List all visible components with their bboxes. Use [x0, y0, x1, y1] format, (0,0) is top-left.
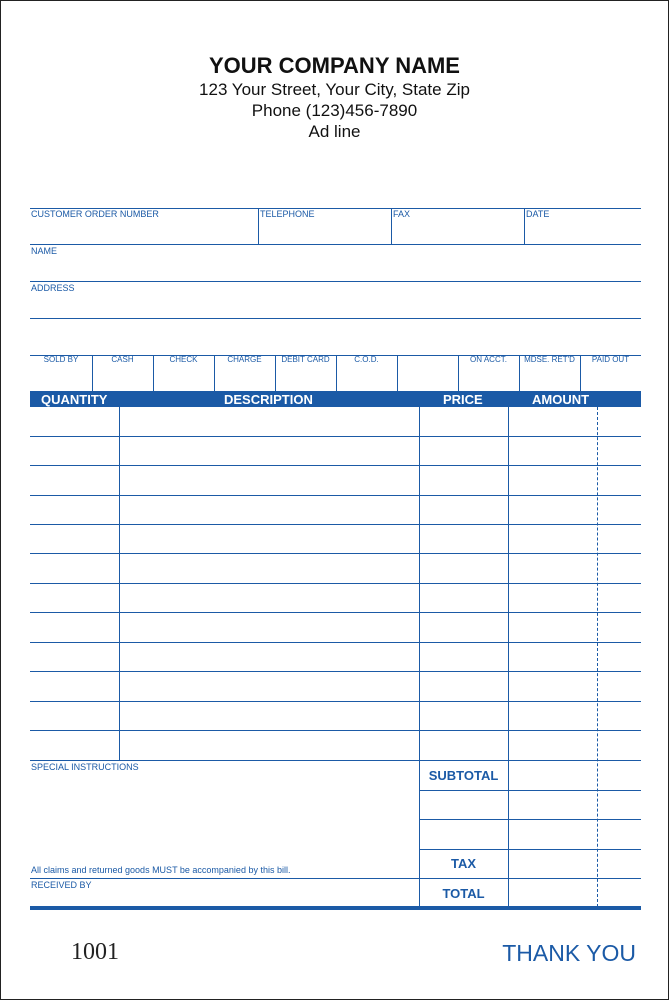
table-row[interactable]	[30, 642, 641, 643]
company-phone: Phone (123)456-7890	[251, 101, 418, 120]
quantity-header: QUANTITY	[41, 392, 108, 407]
thank-you-text: THANK YOU	[502, 940, 636, 966]
payment-cash[interactable]: CASH	[111, 355, 134, 364]
table-row[interactable]	[30, 701, 641, 702]
special-instructions-label[interactable]: SPECIAL INSTRUCTIONS	[31, 762, 139, 772]
price-header: PRICE	[443, 392, 483, 407]
payment-sold-by[interactable]: SOLD BY	[43, 355, 79, 364]
table-row[interactable]	[30, 465, 641, 466]
payment-cod[interactable]: C.O.D.	[354, 355, 379, 364]
table-row[interactable]	[30, 671, 641, 672]
table-row[interactable]	[30, 730, 641, 731]
date-field[interactable]: DATE	[526, 209, 550, 219]
payment-on-account[interactable]: ON ACCT.	[470, 355, 507, 364]
table-row[interactable]	[30, 553, 641, 554]
customer-order-number-field[interactable]: CUSTOMER ORDER NUMBER	[31, 209, 159, 219]
bottom-rule	[30, 906, 641, 910]
table-row[interactable]	[30, 495, 641, 496]
payment-merchandise-returned[interactable]: MDSE. RET'D	[524, 355, 575, 364]
payment-check[interactable]: CHECK	[169, 355, 198, 364]
table-row[interactable]	[30, 436, 641, 437]
payment-charge[interactable]: CHARGE	[227, 355, 262, 364]
received-by-field[interactable]: RECEIVED BY	[31, 880, 92, 890]
address-field[interactable]: ADDRESS	[31, 283, 75, 293]
name-field[interactable]: NAME	[31, 246, 58, 256]
payment-debit-card[interactable]: DEBIT CARD	[281, 355, 330, 364]
form-number: 1001	[71, 939, 119, 965]
payment-paid-out[interactable]: PAID OUT	[591, 355, 630, 364]
claims-note: All claims and returned goods MUST be accompanied by this bill.	[31, 865, 291, 875]
fax-field[interactable]: FAX	[393, 209, 411, 219]
table-row[interactable]	[30, 612, 641, 613]
company-name: YOUR COMPANY NAME	[209, 53, 460, 78]
table-row[interactable]	[30, 583, 641, 584]
company-ad-line: Ad line	[308, 122, 361, 141]
table-row[interactable]	[30, 524, 641, 525]
items-table-header	[30, 391, 641, 407]
description-header: DESCRIPTION	[224, 392, 313, 407]
telephone-field[interactable]: TELEPHONE	[260, 209, 315, 219]
tax-label: TAX	[450, 856, 477, 871]
total-label: TOTAL	[442, 886, 485, 901]
amount-header: AMOUNT	[532, 392, 590, 407]
subtotal-label: SUBTOTAL	[428, 768, 499, 783]
company-street: 123 Your Street, Your City, State Zip	[199, 80, 470, 99]
